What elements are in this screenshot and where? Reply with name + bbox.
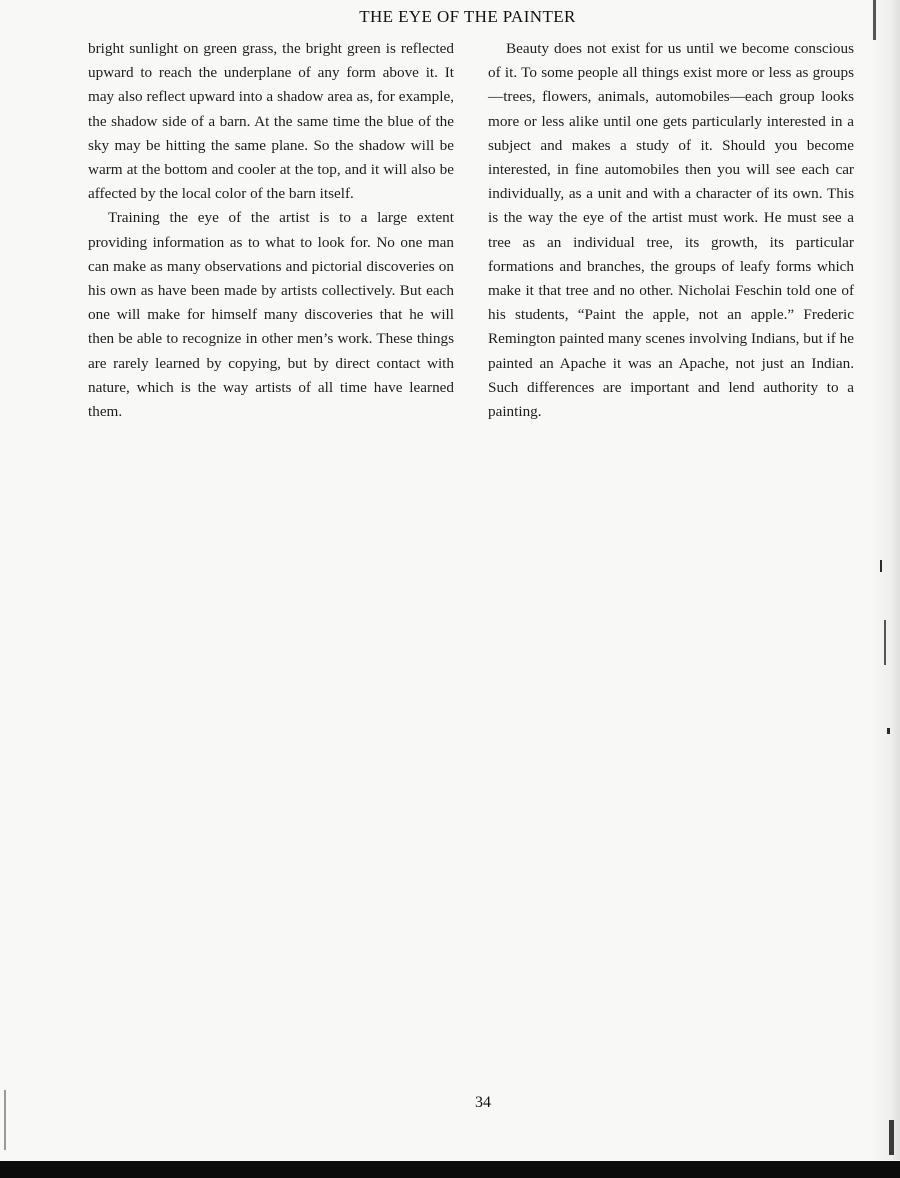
page-edge-shadow [870,0,900,1160]
paragraph: Training the eye of the artist is to a large extent providing information as to what to look for. No one man can make as many observations and pictorial discoveries on his own as have been made by artists collectively. But each one will make for himself many discoveries that he will then be able to recognize in other men’s work. These things are rarely learned by copying, but by direct contact with nature, which is the way artists of all time have learned them. [88,209,454,421]
paragraph: Beauty does not exist for us until we become conscious of it. To some people all things exist more or less as groups—trees, flowers, animals, automobiles—each group looks more or less alike until one gets particularly interested in a subject and makes a study of it. Should you become interested, in fine automobiles then you will see each car individually, as a unit and with a character of its own. This is the way the eye of the artist must work. He must see a tree as an individual tree, its growth, its particular formations and branches, the groups of leafy forms which make it that tree and no other. Nicholai Feschin told one of his students, “Paint the apple, not an apple.” Frederic Remington painted many scenes involving Indians, but if he painted an Apache it was an Apache, not just an Indian. Such differences are important and lend authority to a painting. [488,40,854,421]
page-number: 34 [475,1094,491,1111]
scan-mark [4,1090,6,1150]
scan-mark [884,620,886,665]
scan-mark [880,560,882,572]
scan-mark [887,728,890,734]
paragraph: bright sunlight on green grass, the bright green is reflected upward to reach the underplane of any form above it. It may also reflect upward into a shadow area as, for example, the shadow side of a barn. At the same time the blue of the sky may be hitting the same plane. So the shadow will be warm at the bottom and cooler at the top, and it will also be affected by the local color of the barn itself. [88,40,454,203]
right-text-column [488,37,854,424]
running-head: THE EYE OF THE PAINTER [359,7,576,26]
scan-mark [873,0,876,40]
left-text-column [88,37,454,424]
scan-mark [889,1120,894,1155]
scan-border [0,1161,900,1178]
